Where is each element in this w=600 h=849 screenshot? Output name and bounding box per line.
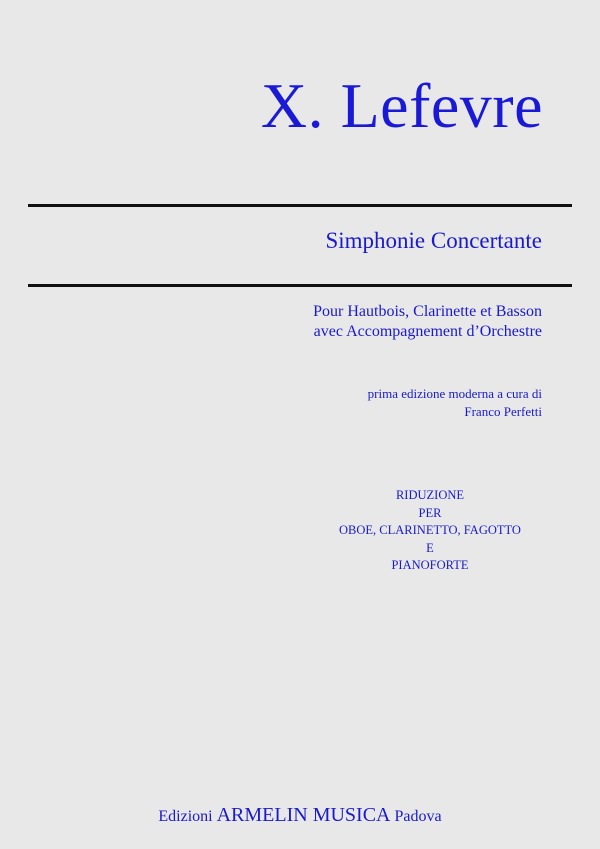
reduction-line: E <box>426 540 434 555</box>
subtitle-line-1: Pour Hautbois, Clarinette et Basson <box>313 303 542 320</box>
reduction-line: PER <box>418 505 442 520</box>
edition-credit <box>368 385 542 421</box>
publisher-city: Padova <box>394 808 442 825</box>
work-title: Simphonie Concertante <box>325 228 542 253</box>
instrumentation-subtitle <box>313 302 542 342</box>
composer-name: X. Lefevre <box>260 70 543 141</box>
reduction-line: PIANOFORTE <box>391 558 469 572</box>
bottom-divider <box>28 284 572 287</box>
reduction-line: RIDUZIONE <box>395 488 465 502</box>
reduction-line: OBOE, CLARINETTO, FAGOTTO <box>339 523 521 537</box>
subtitle-line-2: avec Accompagnement d’Orchestre <box>313 323 542 340</box>
publisher-name: ARMELIN MUSICA <box>216 804 391 826</box>
publisher-line <box>0 805 600 825</box>
edition-line-1: prima edizione moderna a cura di <box>367 386 542 401</box>
top-divider <box>28 204 572 207</box>
editor-name: Franco Perfetti <box>464 404 542 419</box>
reduction-block <box>320 487 540 575</box>
publisher-prefix: Edizioni <box>158 808 213 825</box>
